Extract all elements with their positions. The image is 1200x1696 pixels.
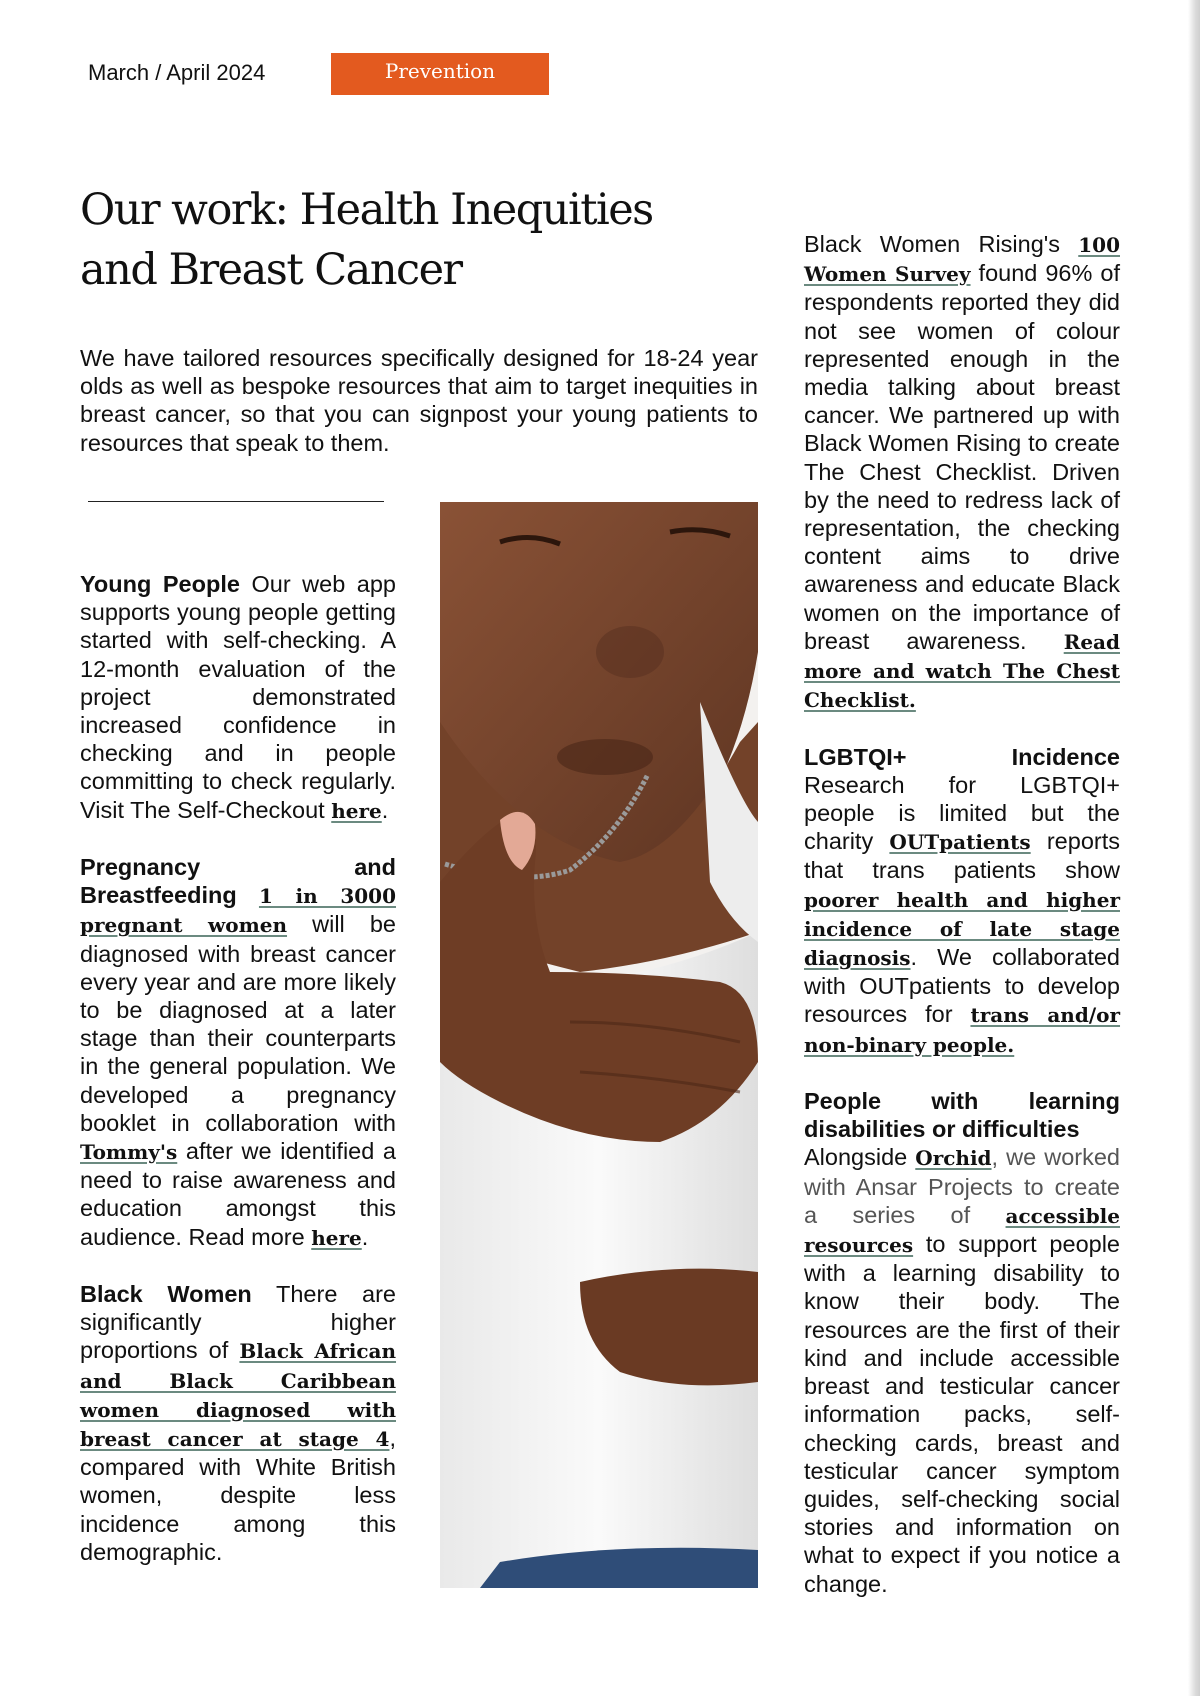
black-women-section <box>80 1280 396 1566</box>
photo-illustration <box>440 502 758 1588</box>
pregnancy-read-more-link[interactable]: here <box>311 1225 362 1250</box>
learning-heading: People with learning disabilities or difficulties <box>804 1088 1120 1143</box>
lgbtqi-text-1: Research for LGBTQI+ people is limited but the charity <box>804 771 1120 855</box>
learning-text-1: Alongside <box>804 1144 908 1171</box>
orchid-link[interactable]: Orchid <box>915 1146 992 1171</box>
bwr-text-1: Black Women Rising's <box>804 231 1061 257</box>
pregnancy-text-2: after we identified a need to raise awareness and education amongst this audience. Read more <box>80 1138 396 1250</box>
learning-disabilities-section <box>804 1087 1120 1598</box>
lgbtqi-heading: LGBTQI+ Incidence <box>804 743 1120 770</box>
woman-self-checking-photo <box>440 502 758 1588</box>
young-people-text: Our web app supports young people getting started with self-checking. A 12-month evaluation of the project demonstrated increased confidence in checking and in people committing to check regularly. Visit The Self-Checkout <box>80 571 397 823</box>
left-column <box>80 570 396 1594</box>
pregnant-women-stat-link[interactable]: 1 in 3000 pregnant women <box>80 884 396 938</box>
young-people-end: . <box>381 796 389 823</box>
issue-date: March / April 2024 <box>88 60 266 85</box>
page-title <box>80 180 720 300</box>
stage-4-diagnosis-link[interactable]: Black African and Black Caribbean women diagnosed with breast cancer at stage 4 <box>80 1339 397 1452</box>
section-tag-badge: Prevention <box>331 53 549 95</box>
lgbtqi-section <box>804 743 1120 1059</box>
learning-text-3: to support people with a learning disability to know their body. The resources are the first of their kind and include accessible breast and testicular cancer information packs, self-checking cards, breast and testicular cancer symptom guides, self-checking social stories and information on what to expect if you notice a change. <box>804 1231 1120 1597</box>
accessible-resources-link[interactable]: accessible resources <box>804 1203 1120 1258</box>
tommys-link[interactable]: Tommy's <box>80 1140 178 1165</box>
outpatients-link[interactable]: OUTpatients <box>889 830 1031 855</box>
learning-text-2: , we worked with Ansar Projects to create a series of <box>804 1144 1120 1228</box>
lgbtqi-text-3: . We collaborated with OUTpatients to develop resources for <box>804 944 1120 1028</box>
late-stage-diagnosis-link[interactable]: poorer health and higher incidence of late stage diagnosis <box>804 887 1120 971</box>
pregnancy-end: . <box>361 1223 369 1250</box>
pregnancy-text-1: will be diagnosed with breast cancer every year and are more likely to be diagnosed at a later stage than their counterparts in the general population. We developed a pregnancy booklet in collaboration with <box>80 911 396 1136</box>
divider-rule <box>88 501 384 502</box>
black-women-rising-section <box>804 230 1120 714</box>
black-women-text-2: , compared with White British women, despite less incidence among this demographic. <box>80 1425 396 1565</box>
young-people-section <box>80 570 396 825</box>
pregnancy-section <box>80 853 396 1252</box>
page-edge-shadow <box>1188 0 1200 1696</box>
black-women-heading: Black Women <box>80 1281 252 1308</box>
page-title-line-2: and Breast Cancer <box>80 245 462 295</box>
right-column <box>804 230 1120 1626</box>
page-title-line-1: Our work: Health Inequities <box>80 185 653 235</box>
lgbtqi-text-2: reports that trans patients show <box>804 828 1120 884</box>
chest-checklist-link[interactable]: Read more and watch The Chest Checklist. <box>804 629 1120 713</box>
pregnancy-heading: Pregnancy and Breastfeeding <box>80 854 396 909</box>
self-checkout-link[interactable]: here <box>331 798 382 823</box>
bwr-text-2: found 96% of respondents reported they did not see women of colour represented enough in the media talking about breast cancer. We partnered up with Black Women Rising to create The Chest Checklist. Driven by the need to redress lack of representation, the checking content aims to drive awareness and educate Black women on the importance of breast awareness. <box>804 260 1120 654</box>
intro-paragraph: We have tailored resources specifically designed for 18-24 year olds as well as bespoke resources that aim to target inequities in breast cancer, so that you can signpost your young patients to resources that speak to them. <box>80 345 758 456</box>
black-women-text-1: There are significantly higher proportions of <box>80 1281 396 1364</box>
women-survey-link[interactable]: 100 Women Survey <box>804 233 1120 287</box>
young-people-heading: Young People <box>80 571 240 597</box>
trans-non-binary-link[interactable]: trans and/or non-binary people. <box>804 1003 1121 1057</box>
